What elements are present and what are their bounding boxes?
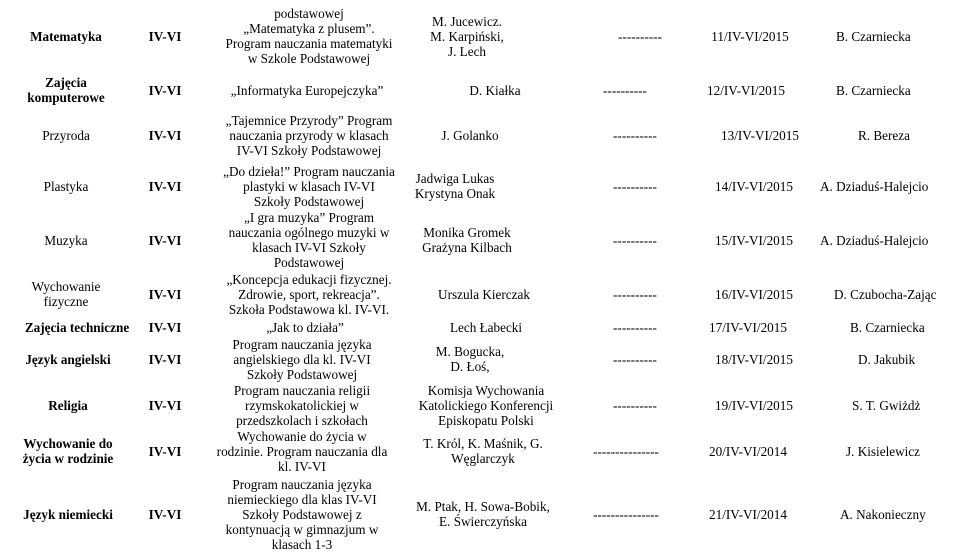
approved-by-cell: A. Dziaduś-Halejcio xyxy=(820,178,929,194)
authors-cell: M. Jucewicz. M. Karpiński, J. Lech xyxy=(430,13,504,59)
table-row xyxy=(0,0,960,72)
classes-cell: IV-VI xyxy=(148,397,182,413)
classes-cell: IV-VI xyxy=(148,82,182,98)
dash-cell: ---------- xyxy=(613,127,657,143)
approved-by-cell: B. Czarniecka xyxy=(836,28,911,44)
authors-cell: D. Kiałka xyxy=(469,82,521,98)
number-cell: 19/IV-VI/2015 xyxy=(715,397,793,413)
authors-cell: Monika Gromek Grażyna Kilbach xyxy=(422,225,512,255)
table-row xyxy=(0,210,960,270)
approved-by-cell: B. Czarniecka xyxy=(850,319,925,335)
authors-cell: M. Bogucka, D. Łoś, xyxy=(435,344,505,374)
table-row xyxy=(0,270,960,318)
classes-cell: IV-VI xyxy=(148,232,182,248)
program-cell: Program nauczania religii rzymskokatolickiej w przedszkolach i szkołach xyxy=(233,382,371,428)
dash-cell: ---------- xyxy=(603,82,647,98)
subject-cell: Język angielski xyxy=(25,351,111,367)
number-cell: 20/IV-VI/2014 xyxy=(709,443,787,459)
classes-cell: IV-VI xyxy=(148,506,182,522)
dash-cell: ---------- xyxy=(613,286,657,302)
authors-cell: Lech Łabecki xyxy=(449,319,523,335)
table-row xyxy=(0,336,960,382)
program-cell: „Informatyka Europejczyka” xyxy=(230,82,384,98)
approved-by-cell: D. Jakubik xyxy=(858,351,916,367)
approved-by-cell: A. Dziaduś-Halejcio xyxy=(820,232,929,248)
table-row xyxy=(0,162,960,210)
number-cell: 13/IV-VI/2015 xyxy=(721,127,799,143)
subject-cell: Przyroda xyxy=(42,127,90,143)
authors-cell: Jadwiga Lukas Krystyna Onak xyxy=(414,171,496,201)
authors-cell: T. Król, K. Maśnik, G. Węglarczyk xyxy=(423,436,543,466)
number-cell: 17/IV-VI/2015 xyxy=(709,319,787,335)
classes-cell: IV-VI xyxy=(148,28,182,44)
program-cell: „Jak to działa” xyxy=(266,319,344,335)
classes-cell: IV-VI xyxy=(148,286,182,302)
approved-by-cell: J. Kisielewicz xyxy=(846,443,920,459)
number-cell: 16/IV-VI/2015 xyxy=(715,286,793,302)
authors-cell: J. Golanko xyxy=(441,127,499,143)
subject-cell: Zajęcia komputerowe xyxy=(27,75,105,105)
dash-cell: ---------- xyxy=(613,397,657,413)
approved-by-cell: D. Czubocha-Zając xyxy=(834,286,937,302)
subject-cell: Religia xyxy=(48,397,88,413)
subject-cell: Muzyka xyxy=(44,232,88,248)
number-cell: 15/IV-VI/2015 xyxy=(715,232,793,248)
number-cell: 21/IV-VI/2014 xyxy=(709,506,787,522)
classes-cell: IV-VI xyxy=(148,319,182,335)
number-cell: 14/IV-VI/2015 xyxy=(715,178,793,194)
authors-cell: Urszula Kierczak xyxy=(438,286,530,302)
table-row xyxy=(0,474,960,554)
dash-cell: ---------- xyxy=(613,178,657,194)
number-cell: 18/IV-VI/2015 xyxy=(715,351,793,367)
authors-cell: M. Ptak, H. Sowa-Bobik, E. Świerczyńska xyxy=(416,499,550,529)
program-cell: „Koncepcja edukacji fizycznej. Zdrowie, sport, rekreacja”. Szkoła Podstawowa kl. IV-VI. xyxy=(226,271,392,317)
subject-cell: Matematyka xyxy=(30,28,102,44)
program-cell: podstawowej „Matematyka z plusem”. Program nauczania matematyki w Szkole Podstawowej xyxy=(225,6,393,66)
program-cell: „I gra muzyka” Program nauczania ogólnego muzyki w klasach IV-VI Szkoły Podstawowej xyxy=(228,210,390,270)
number-cell: 11/IV-VI/2015 xyxy=(711,28,789,44)
dash-cell: ---------- xyxy=(613,351,657,367)
dash-cell: --------------- xyxy=(593,506,659,522)
subject-cell: Plastyka xyxy=(43,178,89,194)
subject-cell: Zajęcia techniczne xyxy=(24,319,130,335)
table-row xyxy=(0,382,960,428)
approved-by-cell: B. Czarniecka xyxy=(836,82,911,98)
classes-cell: IV-VI xyxy=(148,178,182,194)
program-cell: Program nauczania języka angielskiego dla kl. IV-VI Szkoły Podstawowej xyxy=(232,336,372,382)
dash-cell: ---------- xyxy=(618,28,662,44)
program-cell: Program nauczania języka niemieckiego dla klas IV-VI Szkoły Podstawowej z kontynuacją w gimnazjum w klasach 1-3 xyxy=(225,476,379,552)
subject-cell: Język niemiecki xyxy=(23,506,113,522)
program-cell: „Tajemnice Przyrody” Program nauczania przyrody w klasach IV-VI Szkoły Podstawowej xyxy=(225,112,393,158)
dash-cell: ---------- xyxy=(613,319,657,335)
approved-by-cell: R. Bereza xyxy=(858,127,910,143)
approved-by-cell: A. Nakonieczny xyxy=(840,506,926,522)
approved-by-cell: S. T. Gwiżdż xyxy=(852,397,921,413)
subject-cell: Wychowanie fizyczne xyxy=(31,279,101,309)
table-row xyxy=(0,318,960,336)
program-cell: „Do dzieła!” Program nauczania plastyki w klasach IV-VI Szkoły Podstawowej xyxy=(223,163,395,209)
table-row xyxy=(0,428,960,474)
dash-cell: ---------- xyxy=(613,232,657,248)
authors-cell: Komisja Wychowania Katolickiego Konferencji Episkopatu Polski xyxy=(418,382,554,428)
subject-cell: Wychowanie do życia w rodzinie xyxy=(22,436,114,466)
classes-cell: IV-VI xyxy=(148,127,182,143)
table-row xyxy=(0,108,960,162)
program-cell: Wychowanie do życia w rodzinie. Program nauczania dla kl. IV-VI xyxy=(216,428,388,474)
number-cell: 12/IV-VI/2015 xyxy=(707,82,785,98)
classes-cell: IV-VI xyxy=(148,351,182,367)
dash-cell: --------------- xyxy=(593,443,659,459)
table-row xyxy=(0,72,960,108)
classes-cell: IV-VI xyxy=(148,443,182,459)
